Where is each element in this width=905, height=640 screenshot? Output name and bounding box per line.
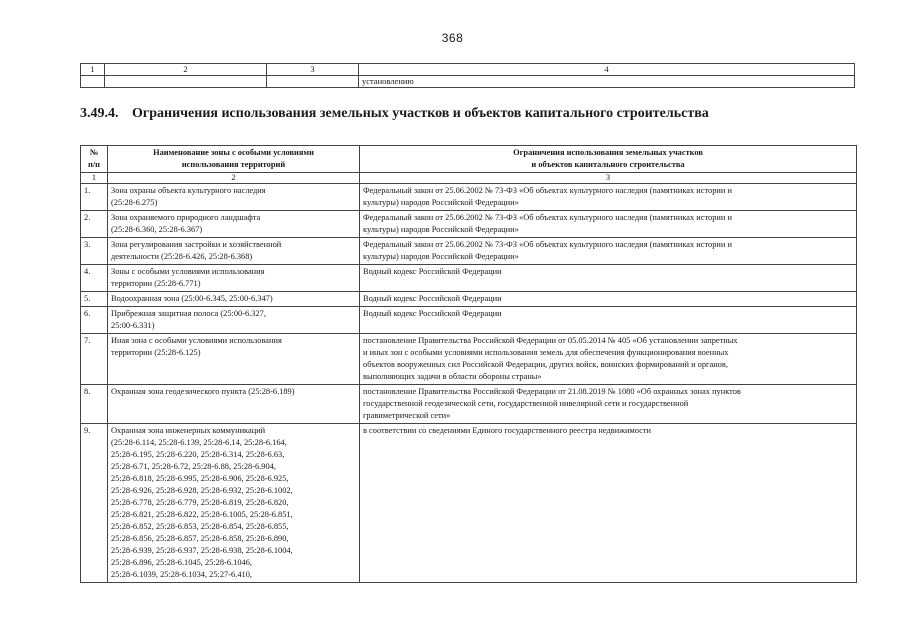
row-number: 9. bbox=[81, 424, 108, 583]
restriction-text: Водный кодекс Российской Федерации bbox=[360, 307, 857, 334]
restriction-text: Водный кодекс Российской Федерации bbox=[360, 265, 857, 292]
column-number-row bbox=[81, 173, 857, 184]
zone-name: Прибрежная защитная полоса (25:00-6.327, 25:00-6.331) bbox=[108, 307, 360, 334]
table-row bbox=[81, 424, 857, 583]
zone-name: Зона регулирования застройки и хозяйственной деятельности (25:28-6.426, 25:28-6.368) bbox=[108, 238, 360, 265]
table-row bbox=[81, 385, 857, 424]
zone-name: Зона охраны объекта культурного наследия (25:28-6.275) bbox=[108, 184, 360, 211]
row-number: 8. bbox=[81, 385, 108, 424]
table-row bbox=[81, 334, 857, 385]
zone-name: Иная зона с особыми условиями использования территории (25:28-6.125) bbox=[108, 334, 360, 385]
restriction-text: Федеральный закон от 25.06.2002 № 73-ФЗ «Об объектах культурного наследия (памятниках истории и культуры) народов Российской Федерации» bbox=[360, 211, 857, 238]
continuation-col-2: 2 bbox=[105, 64, 267, 76]
table-header-row bbox=[81, 146, 857, 173]
restriction-text: Федеральный закон от 25.06.2002 № 73-ФЗ «Об объектах культурного наследия (памятниках истории и культуры) народов Российской Федерации» bbox=[360, 184, 857, 211]
row-number: 6. bbox=[81, 307, 108, 334]
row-number: 5. bbox=[81, 292, 108, 307]
table-row bbox=[81, 307, 857, 334]
table-row bbox=[81, 211, 857, 238]
restriction-text: постановление Правительства Российской Федерации от 21.08.2019 № 1080 «Об охранных зонах пунктов государственной геодезической сети, государственной нивелирной сети и государственной гравиметрической сети» bbox=[360, 385, 857, 424]
table-row bbox=[81, 184, 857, 211]
continuation-header-row bbox=[81, 64, 855, 76]
header-restrictions: Ограничения использования земельных участков и объектов капитального строительства bbox=[360, 146, 857, 173]
restriction-text: Федеральный закон от 25.06.2002 № 73-ФЗ «Об объектах культурного наследия (памятниках истории и культуры) народов Российской Федерации» bbox=[360, 238, 857, 265]
column-number-3: 3 bbox=[360, 173, 857, 184]
row-number: 1. bbox=[81, 184, 108, 211]
restriction-text: Водный кодекс Российской Федерации bbox=[360, 292, 857, 307]
continuation-cell-1 bbox=[81, 76, 105, 88]
section-heading bbox=[80, 106, 860, 122]
row-number: 7. bbox=[81, 334, 108, 385]
continuation-cell-2 bbox=[105, 76, 267, 88]
header-num: № п/п bbox=[81, 146, 108, 173]
continuation-col-1: 1 bbox=[81, 64, 105, 76]
table-row bbox=[81, 265, 857, 292]
row-number: 2. bbox=[81, 211, 108, 238]
continuation-col-4: 4 bbox=[359, 64, 855, 76]
continuation-row bbox=[81, 76, 855, 88]
table-row bbox=[81, 238, 857, 265]
column-number-2: 2 bbox=[108, 173, 360, 184]
page-number: 368 bbox=[441, 31, 464, 45]
continuation-cell-4: установлению bbox=[359, 76, 855, 88]
zone-name: Охранная зона инженерных коммуникаций (25:28-6.114, 25:28-6.139, 25:28-6.14, 25:28-6.164, 25:28-6.195, 25:28-6.220, 25:28-6.314, 25:28-6.63, 25:28-6.71, 25:28-6.72, 25:28-6.88, 25:28-6.904, 25:28-6.818, 25:28-6.995, 25:28-6.906, 25:28-6.925, 25:28-6.926, 25:28-6.928, 25:28-6.932, 25:28-6.1002, 25:28-6.778, 25:28-6.779, 25:28-6.819, 25:28-6.820, 25:28-6.821, 25:28-6.822, 25:28-6.1005, 25:28-6.851, 25:28-6.852, 25:28-6.853, 25:28-6.854, 25:28-6.855, 25:28-6.856, 25:28-6.857, 25:28-6.858, 25:28-6.890, 25:28-6.939, 25:28-6.937, 25:28-6.938, 25:28-6.1004, 25:28-6.896, 25:28-6.1045, 25:28-6.1046, 25:28-6.1039, 25:28-6.1034, 25:27-6.410, bbox=[108, 424, 360, 583]
row-number: 4. bbox=[81, 265, 108, 292]
zone-name: Зона охраняемого природного ландшафта (25:28-6.360, 25:28-6.367) bbox=[108, 211, 360, 238]
section-title: Ограничения использования земельных участков и объектов капитального строительства bbox=[132, 106, 709, 121]
zone-name: Охранная зона геодезического пункта (25:28-6.189) bbox=[108, 385, 360, 424]
row-number: 3. bbox=[81, 238, 108, 265]
continuation-col-3: 3 bbox=[267, 64, 359, 76]
column-number-1: 1 bbox=[81, 173, 108, 184]
restriction-text: в соответствии со сведениями Единого государственного реестра недвижимости bbox=[360, 424, 857, 583]
continuation-table bbox=[80, 63, 855, 88]
restrictions-table bbox=[80, 145, 857, 583]
restriction-text: постановление Правительства Российской Федерации от 05.05.2014 № 405 «Об установлении запретных и иных зон с особыми условиями использования земель для обеспечения функционирования военных объектов вооруженных сил Российской Федерации, других войск, воинских формирований и органов, выполняющих задачи в области обороны страны» bbox=[360, 334, 857, 385]
section-number: 3.49.4. bbox=[80, 106, 119, 121]
zone-name: Водоохранная зона (25:00-6.345, 25:00-6.347) bbox=[108, 292, 360, 307]
table-row bbox=[81, 292, 857, 307]
zone-name: Зоны с особыми условиями использования территории (25:28-6.771) bbox=[108, 265, 360, 292]
continuation-cell-3 bbox=[267, 76, 359, 88]
header-zone: Наименование зоны с особыми условиями использования территорий bbox=[108, 146, 360, 173]
